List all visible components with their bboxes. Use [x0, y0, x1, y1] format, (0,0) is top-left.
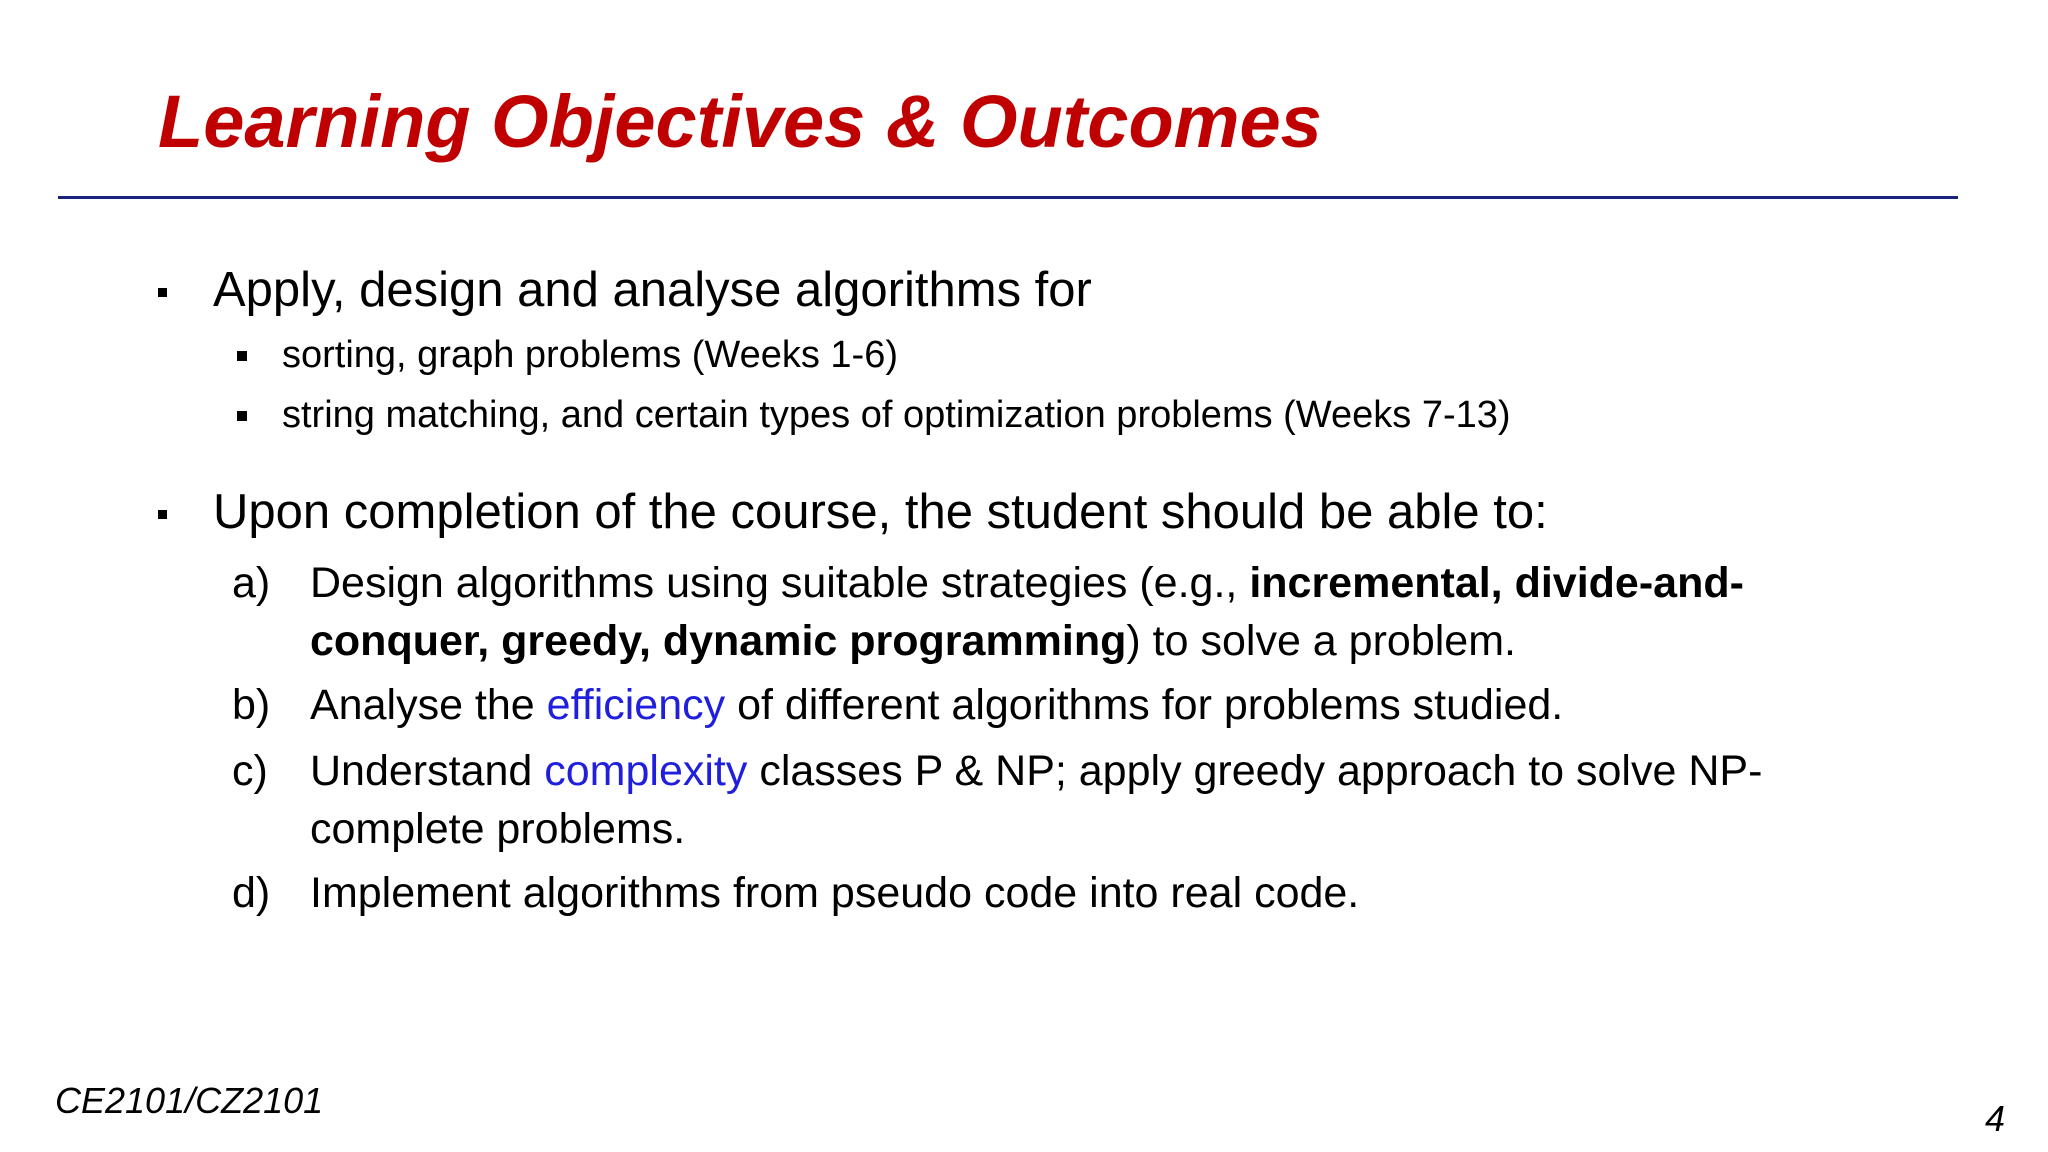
outcome-text: Understand	[310, 747, 545, 795]
title-divider	[58, 196, 1958, 199]
outcome-text: ) to solve a problem.	[1126, 617, 1516, 665]
outcome-text: classes P & NP; apply greedy approach to solve NP-	[747, 747, 1763, 795]
page-number: 4	[1985, 1098, 2006, 1139]
outcome-letter: b)	[232, 681, 271, 729]
objectives-lead: Apply, design and analyse algorithms for	[213, 263, 1092, 317]
square-bullet-icon	[237, 351, 247, 361]
outcome-text: Implement algorithms from pseudo code into real code.	[310, 869, 1360, 917]
slide-title: Learning Objectives & Outcomes	[158, 80, 1322, 163]
outcome-highlight-complexity: complexity	[544, 747, 748, 795]
square-bullet-icon	[237, 411, 247, 421]
outcome-letter: c)	[232, 747, 268, 795]
square-bullet-icon	[158, 288, 167, 297]
outcome-text: Design algorithms using suitable strategies (e.g.,	[310, 559, 1250, 607]
outcome-strategies-bold: incremental, divide-and-	[1249, 559, 1744, 607]
course-code: CE2101/CZ2101	[55, 1080, 324, 1121]
outcome-text: Analyse the	[310, 681, 547, 729]
outcome-letter: d)	[232, 869, 271, 917]
square-bullet-icon	[158, 510, 167, 519]
outcome-text: complete problems.	[310, 805, 686, 853]
outcome-highlight-efficiency: efficiency	[546, 681, 726, 729]
outcomes-lead: Upon completion of the course, the student should be able to:	[213, 485, 1548, 539]
outcome-text: of different algorithms for problems studied.	[725, 681, 1564, 729]
outcome-letter: a)	[232, 559, 271, 607]
objective-item-text: string matching, and certain types of optimization problems (Weeks 7-13)	[282, 394, 1511, 436]
outcome-strategies-bold: conquer, greedy, dynamic programming	[310, 617, 1127, 665]
objective-item-text: sorting, graph problems (Weeks 1-6)	[282, 334, 898, 376]
